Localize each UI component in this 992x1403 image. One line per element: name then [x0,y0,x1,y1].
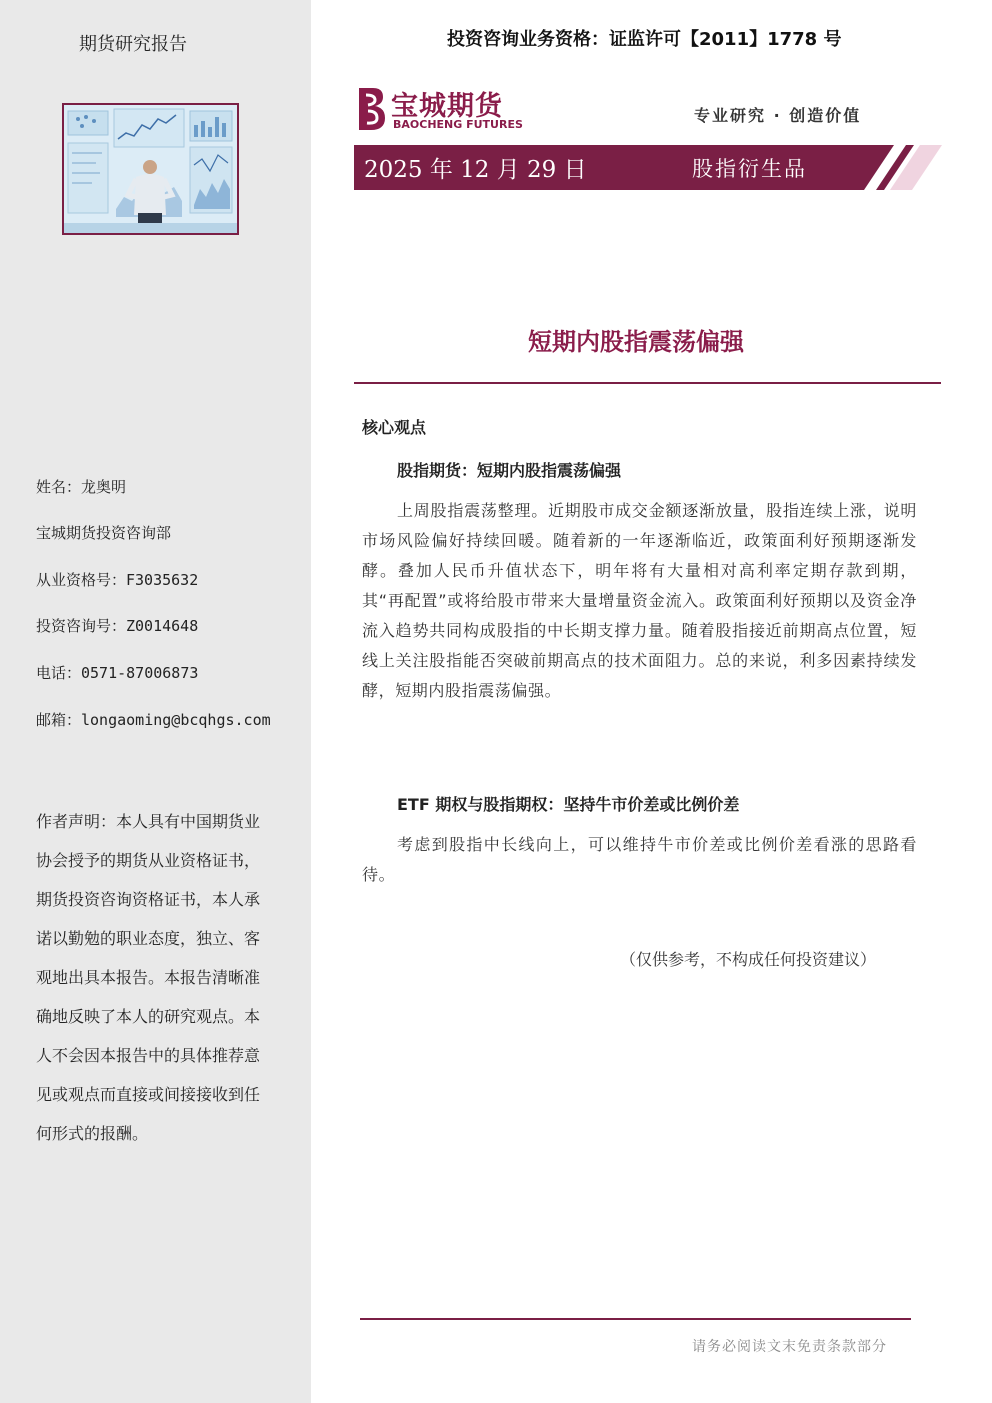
author-consult-number: 投资咨询号：Z0014648 [36,617,199,635]
footer-notice: 请务必阅读文末免责条款部分 [692,1339,887,1355]
section-heading-index-futures: 股指期货：短期内股指震荡偏强 [397,461,622,480]
investment-disclaimer: （仅供参考，不构成任何投资建议） [620,950,877,969]
author-email[interactable]: 邮箱：longaoming@bcqhgs.com [36,711,271,729]
slogan: 专业研究 · 创造价值 [694,106,862,125]
section-heading-options: ETF 期权与股指期权：坚持牛市价差或比例价差 [397,795,740,814]
author-name: 姓名：龙奥明 [36,478,127,496]
footer-divider [360,1318,911,1320]
report-category: 股指衍生品 [692,157,807,181]
logo-chinese-text: 宝城期货 [391,91,503,122]
section-text-options: 考虑到股指中长线向上，可以维持牛市价差或比例价差看涨的思路看待。 [362,835,917,884]
author-phone: 电话：0571-87006873 [36,664,199,682]
author-qualification-number: 从业资格号：F3035632 [36,571,199,589]
author-department: 宝城期货投资咨询部 [36,524,172,542]
report-type-label: 期货研究报告 [79,34,187,55]
core-view-heading: 核心观点 [362,418,427,437]
company-logo [355,84,523,134]
report-title: 短期内股指震荡偏强 [528,328,744,356]
author-statement: 作者声明：本人具有中国期货业协会授予的期货从业资格证书，期货投资咨询资格证书，本人承诺以勤勉的职业态度，独立、客观地出具本报告。本报告清晰准确地反映了本人的研究观点。本人不会因本报告中的具体推荐意见或观点而直接或间接接收到任何形式的报酬。 [36,812,261,1143]
section-text-index-futures: 上周股指震荡整理。近期股市成交金额逐渐放量，股指连续上涨，说明市场风险偏好持续回暖。随着新的一年逐渐临近，政策面利好预期逐渐发酵。叠加人民币升值状态下，明年将有大量相对高利率定期存款到期，其“再配置”或将给股市带来大量增量资金流入。政策面利好预期以及资金净流入趋势共同构成股指的中长期支撑力量。随着股指接近前期高点位置，短线上关注股指能否突破前期高点的技术面阻力。总的来说，利多因素持续发酵，短期内股指震荡偏强。 [362,501,917,700]
logo-english-text: BAOCHENG FUTURES [393,118,523,131]
businessman-screens-illustration [64,105,237,233]
title-divider [354,382,941,384]
license-line: 投资咨询业务资格：证监许可【2011】1778 号 [447,29,842,50]
report-date: 2025 年 12 月 29 日 [364,157,587,183]
hero-image [62,103,239,235]
